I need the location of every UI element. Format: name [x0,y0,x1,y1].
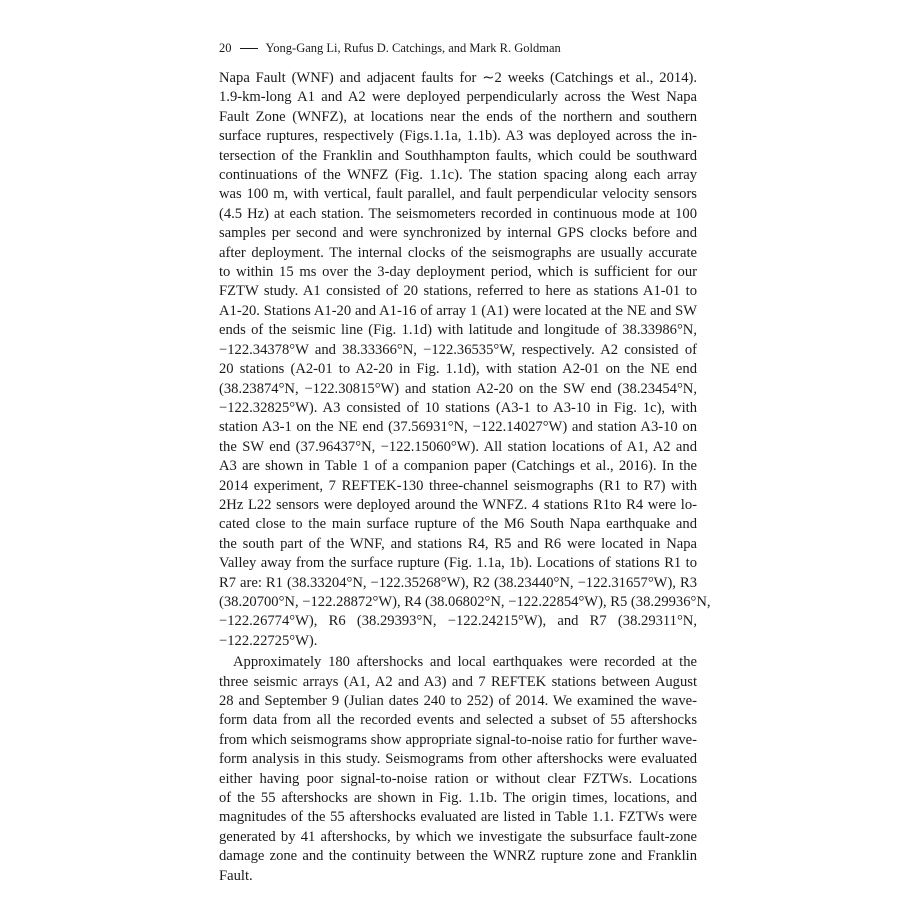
text-line: generated by 41 aftershocks, by which we investigate the subsurface fault-zone [219,828,697,845]
text-line: −122.32825°W). A3 consisted of 10 stations (A3-1 to A3-10 in Fig. 1c), with [219,399,697,416]
text-line: (4.5 Hz) at each station. The seismometers recorded in continuous mode at 100 [219,205,697,222]
page-number: 20 [219,41,232,55]
text-line: continuations of the WNFZ (Fig. 1.1c). The station spacing along each array [219,167,697,184]
text-line: Valley away from the surface rupture (Fig. 1.1a, 1b). Locations of stations R1 to [219,555,697,572]
text-line: magnitudes of the 55 aftershocks evaluated are listed in Table 1.1. FZTWs were [219,809,697,826]
text-line: A3 are shown in Table 1 of a companion paper (Catchings et al., 2016). In the [219,458,697,475]
header-authors: Yong-Gang Li, Rufus D. Catchings, and Mark R. Goldman [265,41,561,55]
text-line: ends of the seismic line (Fig. 1.1d) with latitude and longitude of 38.33986°N, [219,322,697,339]
text-line: Fault Zone (WNFZ), at locations near the ends of the northern and southern [219,108,697,125]
text-line: to within 15 ms over the 3-day deployment period, which is sufficient for our [219,264,697,281]
text-line: form analysis in this study. Seismograms from other aftershocks were evaluated [219,751,697,768]
text-line: 20 stations (A2-01 to A2-20 in Fig. 1.1d), with station A2-01 on the NE end [219,361,697,378]
text-line: 2Hz L22 sensors were deployed around the WNFZ. 4 stations R1to R4 were lo- [219,496,697,513]
text-line: the south part of the WNF, and stations R4, R5 and R6 were located in Napa [219,535,697,552]
running-head [219,40,697,56]
paragraph-1 [219,69,711,651]
text-line: surface ruptures, respectively (Figs.1.1a, 1.1b). A3 was deployed across the in- [219,128,697,145]
text-line: either having poor signal-to-noise ration or without clear FZTWs. Locations [219,770,697,787]
text-line: station A3-1 on the NE end (37.56931°N, −122.14027°W) and station A3-10 on [219,419,697,436]
text-line: R7 are: R1 (38.33204°N, −122.35268°W), R2 (38.23440°N, −122.31657°W), R3 [219,574,697,591]
text-line: FZTW study. A1 consisted of 20 stations, referred to here as stations A1-01 to [219,283,697,300]
text-line: −122.26774°W), R6 (38.29393°N, −122.24215°W), and R7 (38.29311°N, [219,613,697,630]
text-line: three seismic arrays (A1, A2 and A3) and 7 REFTEK stations between August [219,673,697,690]
text-line: (38.23874°N, −122.30815°W) and station A2-20 on the SW end (38.23454°N, [219,380,697,397]
text-line: 2014 experiment, 7 REFTEK-130 three-channel seismographs (R1 to R7) with [219,477,697,494]
text-line: form data from all the recorded events and selected a subset of 55 aftershocks [219,712,697,729]
header-dash [240,48,258,49]
text-line: tersection of the Franklin and Southhampton faults, which could be southward [219,147,697,164]
text-line: Fault. [219,867,253,884]
text-line: Napa Fault (WNF) and adjacent faults for ∼2 weeks (Catchings et al., 2014). [219,70,697,86]
text-line: 1.9-km-long A1 and A2 were deployed perpendicularly across the West Napa [219,89,697,106]
text-line: A1-20. Stations A1-20 and A1-16 of array 1 (A1) were located at the NE and SW [219,302,697,319]
text-line: 28 and September 9 (Julian dates 240 to 252) of 2014. We examined the wave- [219,693,697,709]
text-line: from which seismograms show appropriate signal-to-noise ratio for further wave- [219,731,697,748]
text-line: cated close to the main surface rupture of the M6 South Napa earthquake and [219,516,697,533]
text-line: after deployment. The internal clocks of the seismographs are usually accurate [219,244,697,261]
text-line: (38.20700°N, −122.28872°W), R4 (38.06802°N, −122.22854°W), R5 (38.29936°N, [219,593,711,610]
text-line: Approximately 180 aftershocks and local earthquakes were recorded at the [233,654,697,671]
text-line: samples per second and were synchronized by internal GPS clocks before and [219,225,697,242]
text-line: was 100 m, with vertical, fault parallel, and fault perpendicular velocity sensors [219,186,697,203]
paragraph-2 [219,653,697,886]
text-line: −122.34378°W and 38.33366°N, −122.36535°W, respectively. A2 consisted of [219,341,697,358]
text-line: of the 55 aftershocks are shown in Fig. 1.1b. The origin times, locations, and [219,790,697,807]
text-line: −122.22725°W). [219,632,318,649]
text-line: damage zone and the continuity between the WNRZ rupture zone and Franklin [219,848,697,865]
text-line: the SW end (37.96437°N, −122.15060°W). All station locations of A1, A2 and [219,438,697,455]
document-page [219,40,711,886]
